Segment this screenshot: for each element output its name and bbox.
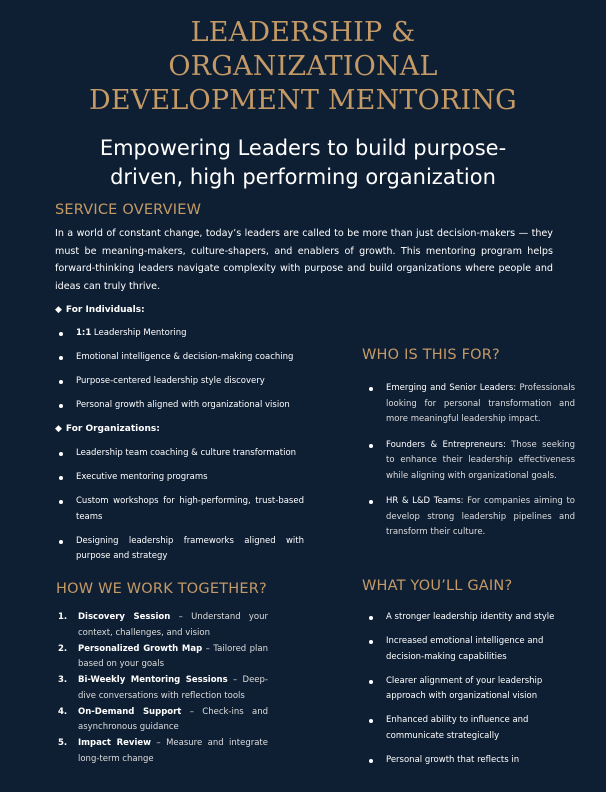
document-title	[0, 16, 606, 118]
diamond-icon: ◆	[55, 305, 62, 315]
individuals-label	[55, 305, 145, 315]
who-list	[366, 381, 575, 551]
list-item: 3. Bi-Weekly Mentoring Sessions – Deep-dive conversations with reflection tools	[58, 675, 268, 701]
service-overview-heading: SERVICE OVERVIEW	[55, 202, 202, 218]
who-is-this-for-heading: WHO IS THIS FOR?	[362, 347, 500, 363]
list-item: A stronger leadership identity and style	[366, 610, 556, 626]
subtitle-line-1: Empowering Leaders to build purpose-	[99, 136, 507, 160]
organizations-label	[55, 424, 160, 434]
list-item: HR & L&D Teams: For companies aiming to develop strong leadership pipelines and transform their culture.	[366, 494, 575, 541]
individuals-label-text: For Individuals:	[65, 305, 145, 315]
list-item: Founders & Entrepreneurs: Those seeking to enhance their leadership effectiveness while aligning with organizational goals.	[366, 438, 575, 485]
how-we-work-list	[58, 610, 268, 768]
list-item: 1:1 Leadership Mentoring	[56, 326, 304, 342]
subtitle	[0, 134, 606, 192]
list-item: Leadership team coaching & culture transformation	[56, 446, 304, 462]
service-overview-text: In a world of constant change, today’s leaders are called to be more than just decision-makers — they must be meaning-makers, culture-shapers, and enablers of growth. This mentoring program helps forward-thinking leaders navigate complexity with purpose and build organizations where people and ideas can truly thrive.	[55, 228, 553, 292]
list-item: 4. On-Demand Support – Check-ins and asynchronous guidance	[58, 706, 268, 732]
subtitle-line-2: driven, high performing organization	[110, 165, 496, 189]
list-item: Enhanced ability to influence and communicate strategically	[366, 713, 556, 744]
individuals-list	[56, 326, 304, 422]
title-line-1: LEADERSHIP &	[190, 17, 416, 48]
list-item: 5. Impact Review – Measure and integrate long-term change	[58, 738, 268, 764]
list-item: Personal growth that reflects in	[366, 753, 556, 769]
what-you-gain-heading: WHAT YOU’LL GAIN?	[362, 578, 513, 594]
how-we-work-heading: HOW WE WORK TOGETHER?	[56, 581, 267, 597]
list-item: Emotional intelligence & decision-making coaching	[56, 350, 304, 366]
list-item: Custom workshops for high-performing, trust-based teams	[56, 494, 304, 525]
diamond-icon: ◆	[55, 424, 62, 434]
gain-list	[366, 610, 556, 777]
organizations-label-text: For Organizations:	[65, 424, 160, 434]
title-line-2: ORGANIZATIONAL	[168, 51, 438, 82]
organizations-list	[56, 446, 304, 573]
list-item: 1. Discovery Session – Understand your context, challenges, and vision	[58, 612, 268, 638]
list-item: Personal growth aligned with organizational vision	[56, 398, 304, 414]
list-item: Emerging and Senior Leaders: Professionals looking for personal transformation and more meaningful leadership impact.	[366, 381, 575, 428]
list-item: Purpose-centered leadership style discovery	[56, 374, 304, 390]
list-item: Clearer alignment of your leadership approach with organizational vision	[366, 674, 556, 705]
list-item: Executive mentoring programs	[56, 470, 304, 486]
list-item: Increased emotional intelligence and decision-making capabilities	[366, 634, 556, 665]
list-item: 2. Personalized Growth Map – Tailored plan based on your goals	[58, 643, 269, 669]
title-line-3: DEVELOPMENT MENTORING	[89, 85, 517, 116]
list-item: Designing leadership frameworks aligned with purpose and strategy	[56, 534, 304, 565]
